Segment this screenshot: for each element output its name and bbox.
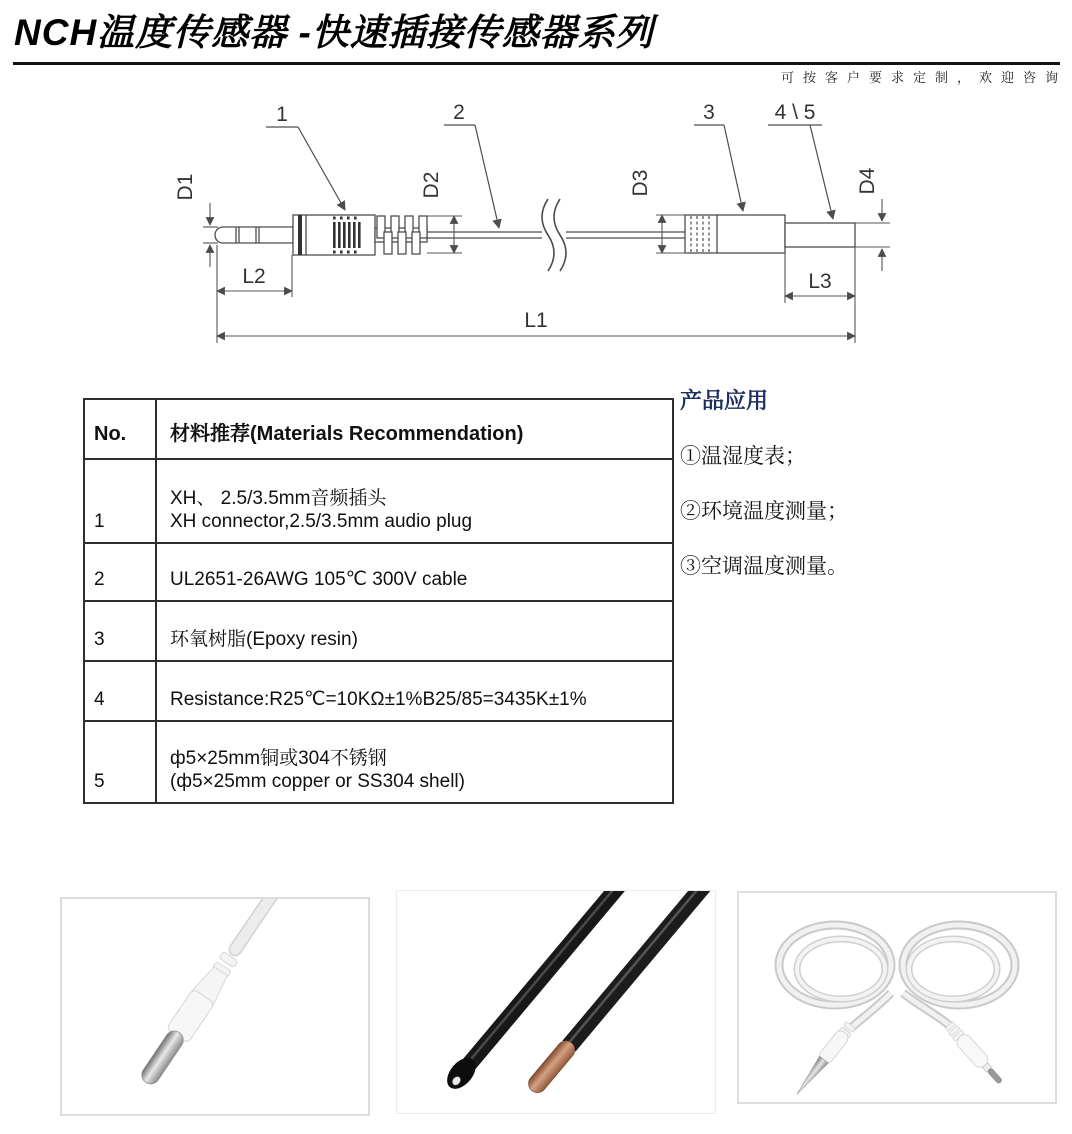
customization-note: 可按客户要求定制，欢迎咨询	[780, 70, 1067, 85]
row-no: 4	[84, 661, 156, 721]
table-row	[84, 721, 673, 803]
row-material	[156, 459, 673, 543]
dim-label-d2: D2	[420, 171, 443, 199]
table-row	[84, 459, 673, 543]
material-line: XH connector,2.5/3.5mm audio plug	[170, 511, 473, 533]
row-no: 1	[84, 459, 156, 543]
material-line: UL2651-26AWG 105℃ 300V cable	[170, 569, 468, 591]
dim-label-d1: D1	[174, 173, 197, 201]
table-header-row	[84, 399, 673, 459]
table-row	[84, 543, 673, 601]
product-photo-cable-bow	[737, 891, 1057, 1104]
table-row	[84, 661, 673, 721]
col-header-material: 材料推荐(Materials Recommendation)	[156, 399, 673, 459]
row-material	[156, 721, 673, 803]
row-no: 2	[84, 543, 156, 601]
callout-4-5: 4 \ 5	[774, 101, 816, 124]
dim-label-l3: L3	[808, 270, 832, 293]
col-header-no: No.	[84, 399, 156, 459]
material-line: XH、 2.5/3.5mm音频插头	[170, 487, 387, 509]
row-material	[156, 661, 673, 721]
table-row	[84, 601, 673, 661]
title-divider	[13, 62, 1060, 65]
product-photo-white-probe	[60, 897, 370, 1116]
materials-table	[83, 398, 674, 804]
dimension-diagram	[170, 95, 900, 355]
dim-label-d4: D4	[856, 167, 879, 195]
applications-heading: 产品应用	[680, 388, 769, 413]
dim-label-l2: L2	[242, 265, 266, 288]
dim-label-l1: L1	[524, 309, 548, 332]
material-line: Resistance:R25℃=10KΩ±1%B25/85=3435K±1%	[170, 689, 587, 711]
callout-1: 1	[276, 103, 288, 126]
row-material	[156, 543, 673, 601]
material-line: ф5×25mm铜或304不锈钢	[170, 747, 387, 769]
material-line: 环氧树脂(Epoxy resin)	[170, 629, 358, 651]
callout-2: 2	[453, 101, 465, 124]
page-title: NCH温度传感器 -快速插接传感器系列	[14, 12, 654, 53]
product-photo-black-cables	[396, 890, 716, 1114]
material-line: (ф5×25mm copper or SS304 shell)	[170, 771, 465, 793]
application-item: ②环境温度测量；	[680, 500, 848, 523]
callout-3: 3	[703, 101, 715, 124]
dim-label-d3: D3	[629, 169, 652, 197]
row-no: 5	[84, 721, 156, 803]
row-material	[156, 601, 673, 661]
application-item: ③空调温度测量。	[680, 555, 848, 578]
application-item: ①温湿度表；	[680, 445, 806, 468]
applications-section	[680, 384, 848, 580]
row-no: 3	[84, 601, 156, 661]
